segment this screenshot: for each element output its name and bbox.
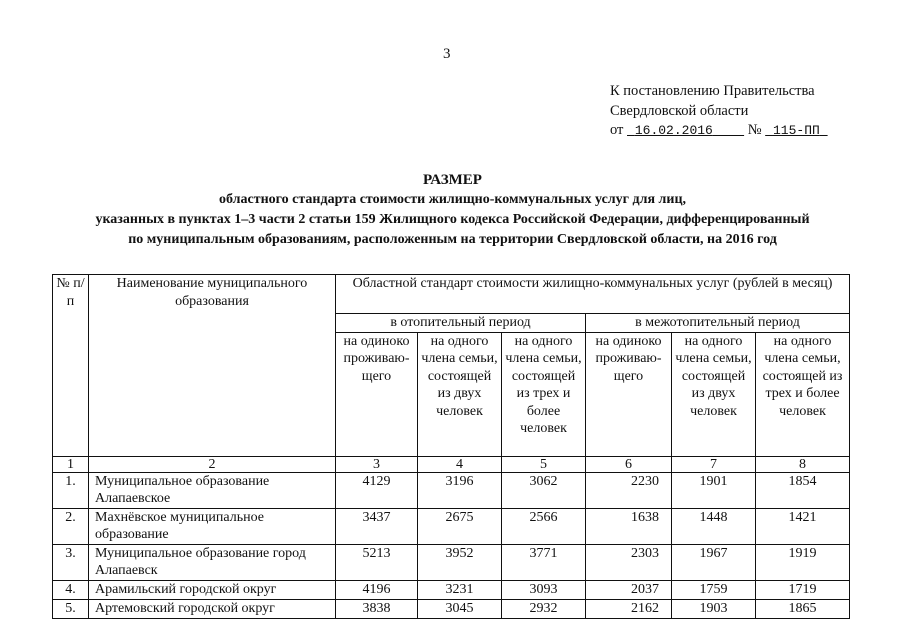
column-index: 1 — [53, 456, 89, 472]
header-non-heating: в межотопительный период — [586, 314, 850, 333]
row-number: 3. — [53, 544, 89, 580]
subheader-cell: на одного члена семьи, состоящей из двух человек — [418, 332, 502, 456]
row-value: 1719 — [756, 580, 850, 599]
row-name: Муниципальное образование Алапаевское — [89, 472, 336, 508]
row-value: 1421 — [756, 508, 850, 544]
row-value: 4129 — [336, 472, 418, 508]
title-line-4: по муниципальным образованиям, расположенным на территории Свердловской области, на 2016 год — [128, 232, 777, 247]
row-value: 4196 — [336, 580, 418, 599]
row-value: 1638 — [586, 508, 672, 544]
table-row — [53, 599, 850, 618]
title-line-2: областного стандарта стоимости жилищно-коммунальных услуг для лиц, — [218, 192, 687, 207]
number-prefix: № — [747, 122, 762, 138]
row-value: 3045 — [418, 599, 502, 618]
row-number: 1. — [53, 472, 89, 508]
row-value: 3231 — [418, 580, 502, 599]
row-value: 2162 — [586, 599, 672, 618]
row-value: 2675 — [418, 508, 502, 544]
document-title — [0, 170, 905, 250]
row-value: 2037 — [586, 580, 672, 599]
row-value: 1854 — [756, 472, 850, 508]
row-value: 1448 — [672, 508, 756, 544]
row-value: 3952 — [418, 544, 502, 580]
date-prefix: от — [610, 122, 624, 138]
approval-date: 16.02.2016 — [634, 123, 713, 138]
header-name: Наименование муниципального образования — [89, 275, 336, 457]
subheader-cell: на одного члена семьи, состоящей из трех и более человек — [502, 332, 586, 456]
row-value: 1865 — [756, 599, 850, 618]
approval-line-2: Свердловской области — [610, 102, 749, 119]
subheader-cell: на одного члена семьи, состоящей из трех и более человек — [756, 332, 850, 456]
page-number: 3 — [443, 46, 451, 62]
title-line-3: указанных в пунктах 1–3 части 2 статьи 159 Жилищного кодекса Российской Федерации, дифференцированный — [95, 212, 810, 227]
row-value: 2303 — [586, 544, 672, 580]
row-name: Арамильский городской округ — [89, 580, 336, 599]
row-value: 3437 — [336, 508, 418, 544]
table-row — [53, 508, 850, 544]
row-number: 2. — [53, 508, 89, 544]
table-row — [53, 580, 850, 599]
approval-line-1: К постановлению Правительства — [610, 83, 815, 99]
table-row — [53, 472, 850, 508]
row-value: 3771 — [502, 544, 586, 580]
row-value: 2932 — [502, 599, 586, 618]
title-line-1: РАЗМЕР — [423, 172, 482, 188]
row-value: 1967 — [672, 544, 756, 580]
row-value: 5213 — [336, 544, 418, 580]
subheader-cell: на одного члена семьи, состоящей из двух человек — [672, 332, 756, 456]
row-value: 1901 — [672, 472, 756, 508]
row-value: 2230 — [586, 472, 672, 508]
subheader-cell: на одиноко проживаю-щего — [586, 332, 672, 456]
column-index: 8 — [756, 456, 850, 472]
column-index: 2 — [89, 456, 336, 472]
row-value: 1903 — [672, 599, 756, 618]
row-value: 3062 — [502, 472, 586, 508]
row-name: Махнёвское муниципальное образование — [89, 508, 336, 544]
row-value: 2566 — [502, 508, 586, 544]
subheader-cell: на одиноко проживаю-щего — [336, 332, 418, 456]
row-name: Муниципальное образование город Алапаевск — [89, 544, 336, 580]
row-value: 3196 — [418, 472, 502, 508]
row-number: 5. — [53, 599, 89, 618]
column-index: 5 — [502, 456, 586, 472]
row-value: 3838 — [336, 599, 418, 618]
table-row — [53, 544, 850, 580]
header-num: № п/п — [53, 275, 89, 457]
column-index: 3 — [336, 456, 418, 472]
header-heating: в отопительный период — [336, 314, 586, 333]
approval-date-line — [610, 121, 828, 141]
row-name: Артемовский городской округ — [89, 599, 336, 618]
row-number: 4. — [53, 580, 89, 599]
row-value: 3093 — [502, 580, 586, 599]
standards-table — [52, 274, 850, 619]
row-value: 1759 — [672, 580, 756, 599]
column-index: 7 — [672, 456, 756, 472]
column-index: 6 — [586, 456, 672, 472]
row-value: 1919 — [756, 544, 850, 580]
approval-number: 115-ПП — [772, 123, 820, 138]
header-group: Областной стандарт стоимости жилищно-коммунальных услуг (рублей в месяц) — [336, 275, 850, 314]
approval-block — [610, 82, 828, 141]
column-index: 4 — [418, 456, 502, 472]
